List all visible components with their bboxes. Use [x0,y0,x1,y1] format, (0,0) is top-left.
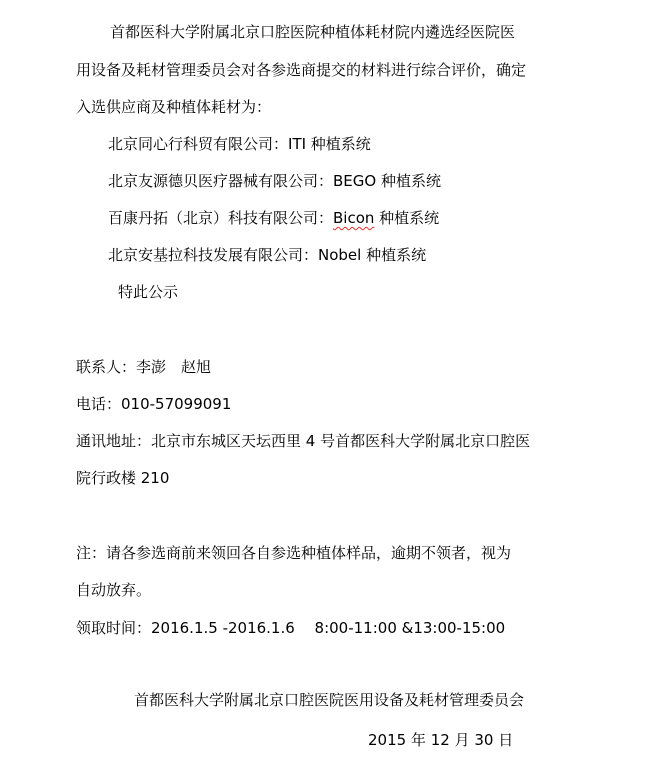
contact-address-line-2: 院行政楼 210 [76,469,170,487]
supplier-suffix: 种植系统 [376,172,441,190]
intro-line-2: 用设备及耗材管理委员会对各参选商提交的材料进行综合评价，确定 [76,61,527,79]
contact-people: 联系人：李澎 赵旭 [76,358,212,376]
supplier-company: 百康丹拓（北京）科技有限公司： [108,209,334,227]
supplier-company: 北京同心行科贸有限公司： [108,135,289,153]
supplier-item-3 [108,208,439,228]
supplier-item-2 [108,171,441,191]
supplier-product: ITI [288,135,307,153]
signature-date: 2015 年 12 月 30 日 [368,731,514,749]
note-line-1: 注：请各参选商前来领回各自参选种植体样品，逾期不领者，视为 [76,544,512,562]
supplier-company: 北京安基拉科技发展有限公司： [108,246,319,264]
supplier-suffix: 种植系统 [361,246,427,264]
note-line-2: 自动放弃。 [76,581,152,599]
intro-line-3: 入选供应商及种植体耗材为： [76,98,272,116]
signature-org: 首都医科大学附属北京口腔医院医用设备及耗材管理委员会 [134,691,525,709]
contact-phone: 电话：010-57099091 [76,395,232,413]
notice-end: 特此公示 [118,283,179,301]
supplier-company: 北京友源德贝医疗器械有限公司： [108,172,334,190]
supplier-product: Nobel [318,246,362,264]
supplier-suffix: 种植系统 [374,209,440,227]
supplier-product: BEGO [333,172,377,190]
contact-address-line-1: 通讯地址：北京市东城区天坛西里 4 号首都医科大学附属北京口腔医 [76,432,531,450]
intro-line-1: 首都医科大学附属北京口腔医院种植体耗材院内遴选经医院医 [110,23,516,41]
supplier-item-1 [108,134,371,154]
supplier-product: Bicon [333,209,375,227]
pickup-time: 领取时间：2016.1.5 -2016.1.6 8:00-11:00 &13:00-15:00 [76,619,506,637]
supplier-suffix: 种植系统 [306,135,371,153]
supplier-item-4 [108,245,426,265]
